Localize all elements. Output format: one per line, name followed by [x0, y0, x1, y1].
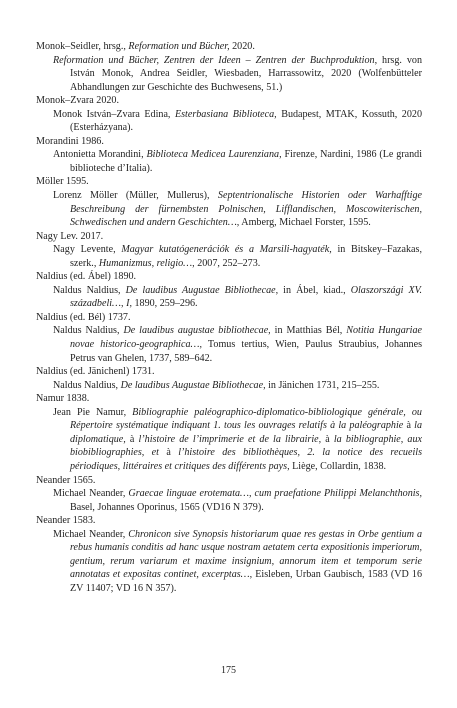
reference-text: in Jänichen 1731, 215–255.: [265, 379, 380, 391]
reference-text: in Matthias Bél,: [270, 325, 347, 337]
reference-text: Basel, Johannes Oporinus, 1565 (VD16 N 379).: [70, 501, 264, 513]
reference-text: Monok István–Zvara Edina,: [53, 108, 175, 120]
reference-title: Notitia Hungariae novae historico-geographica…,: [70, 325, 423, 351]
reference-text: à: [125, 433, 139, 445]
entry-key-text: Möller 1595.: [36, 176, 89, 188]
reference-title: Graecae linguae erotemata…, cum praefatione Philippi Melanchthonis,: [128, 488, 423, 500]
entry-reference: [53, 243, 422, 270]
entry-reference: [53, 54, 422, 95]
entry-key: [36, 514, 422, 528]
reference-text: in Ábel, kiad.,: [278, 284, 351, 296]
reference-title: De laudibus augustae bibliothecae,: [123, 325, 271, 337]
bibliography-entry: [36, 365, 422, 392]
reference-text: à: [158, 447, 179, 459]
reference-text: , hrsg. von István Monok, Andrea Seidler, Wiesbaden, Harrassowitz, 2020 (Wolfenbütteler Abhandlungen zur Geschichte des Buchwesens, 51.): [70, 54, 422, 93]
reference-text: Jean Pie Namur,: [53, 406, 133, 418]
reference-title: De laudibus Augustae Bibliothecae,: [125, 284, 279, 296]
entry-key-text: Naldius (ed. Bél) 1737.: [36, 311, 131, 323]
reference-text: in Bitskey–Fazakas, szerk.,: [70, 244, 422, 269]
reference-text: Michael Neander,: [53, 488, 129, 500]
entry-key-text: Nagy Lev. 2017.: [36, 230, 104, 242]
bibliography-list: [36, 40, 422, 595]
reference-title: Bibliographie paléographico-diplomatico-bibliologique générale, ou Répertoire systématique indiquant 1. tous les ouvrages relatifs à la paléographie: [70, 406, 422, 432]
reference-text: Naldus Naldius,: [53, 379, 121, 391]
bibliography-entry: [36, 230, 422, 271]
entry-reference: [53, 148, 422, 175]
bibliography-entry: [36, 175, 422, 229]
entry-key: [36, 392, 422, 406]
reference-text: à: [403, 420, 415, 432]
reference-text: Naldus Naldius,: [53, 325, 124, 337]
reference-title: Chronicon sive Synopsis historiarum quae res gestas in Orbe gentium a rebus humanis conditis ad hanc usque nostram aetatem certa expositionis imperiorum, gentium, rerum variarum et maxime insignium, annorum item et temporum serie annotatas et expositas continet, excerptas…,: [70, 528, 422, 581]
reference-text: Budapest, MTAK, Kossuth, 2020 (Esterházyana).: [70, 108, 422, 134]
bibliography-entry: [36, 40, 422, 94]
reference-title: l’histoire de l’imprimerie et de la librairie,: [138, 433, 322, 445]
bibliography-entry: [36, 135, 422, 176]
entry-key: [36, 311, 422, 325]
reference-text: Eisleben, Urban Gaubisch, 1583 (VD 16 ZV 11407; VD 16 N 357).: [70, 569, 422, 594]
entry-key-text: Neander 1583.: [36, 515, 96, 527]
entry-reference: [53, 108, 422, 135]
reference-title: l’histoire des bibliothèques, 2. la notice des recueils périodiques, littéraires et critiques des différents pays,: [70, 447, 422, 472]
entry-key: [36, 175, 422, 189]
reference-title: Humanizmus, religio…,: [98, 257, 195, 269]
entry-key-text: Namur 1838.: [36, 393, 90, 405]
reference-title: la diplomatique,: [70, 420, 423, 445]
reference-text: 2007, 252–273.: [194, 257, 261, 269]
entry-reference: [53, 324, 422, 365]
reference-text: Nagy Levente,: [53, 244, 122, 256]
reference-text: Liège, Collardin, 1838.: [289, 460, 387, 472]
page-number: 175: [221, 665, 236, 676]
bibliography-entry: [36, 311, 422, 365]
reference-title: Reformation und Bücher, Zentren der Ideen – Zentren der Buchproduktion: [53, 54, 375, 66]
entry-key: [36, 94, 422, 108]
entry-reference: [53, 528, 422, 596]
reference-text: Amberg, Michael Forster, 1595.: [239, 217, 371, 229]
entry-key: [36, 270, 422, 284]
entry-key-italic: Reformation und Bücher,: [128, 41, 230, 52]
reference-text: Michael Neander,: [53, 528, 129, 540]
reference-text: Lorenz Möller (Müller, Mullerus),: [53, 190, 218, 202]
entry-key-text: Monok–Seidler, hrsg.,: [36, 41, 129, 52]
reference-title: la bibliographie, aux biobibliographies, et: [70, 433, 422, 459]
entry-key-text: Naldius (ed. Ábel) 1890.: [36, 271, 137, 283]
reference-title: De laudibus Augustae Bibliothecae,: [120, 379, 266, 391]
reference-text: à: [321, 433, 334, 445]
bibliography-entry: [36, 270, 422, 311]
entry-reference: [53, 284, 422, 311]
entry-key: [36, 135, 422, 149]
entry-key-text: Neander 1565.: [36, 474, 96, 486]
reference-text: 1890, 259–296.: [131, 298, 198, 310]
entry-reference: [53, 406, 422, 474]
entry-key: [36, 230, 422, 244]
entry-reference: [53, 487, 422, 514]
reference-title: Septentrionalische Historien oder Warhafftige Beschreibung der fürnembsten Polnischen, Lifflandischen, Moscowiterischen, Schwedischen und andern Geschichten…,: [70, 190, 422, 229]
entry-key-text: Monok–Zvara 2020.: [36, 95, 119, 107]
entry-reference: [53, 189, 422, 230]
reference-title: Esterbasiana Biblioteca,: [174, 108, 277, 120]
bibliography-entry: [36, 474, 422, 515]
reference-title: Magyar kutatógenerációk és a Marsili-hagyaték,: [121, 244, 332, 256]
entry-key: [36, 474, 422, 488]
reference-text: Antonietta Morandini,: [53, 149, 147, 161]
reference-text: Naldus Naldius,: [53, 284, 126, 296]
bibliography-entry: [36, 514, 422, 595]
reference-title: Olaszországi XV. századbeli…, I,: [70, 284, 423, 310]
entry-reference: [53, 379, 422, 393]
entry-key-text: Naldius (ed. Jänichenl) 1731.: [36, 366, 155, 378]
bibliography-entry: [36, 94, 422, 135]
entry-key: [36, 365, 422, 379]
entry-key-tail: 2020.: [229, 41, 255, 52]
reference-text: Firenze, Nardini, 1986 (Le grandi biblioteche d’Italia).: [70, 149, 422, 174]
reference-title: Biblioteca Medicea Laurenziana,: [146, 149, 282, 161]
reference-text: Tomus tertius, Wien, Paulus Straubius, Johannes Petrus van Ghelen, 1737, 589–642.: [70, 339, 422, 364]
bibliography-entry: [36, 392, 422, 473]
entry-key-text: Morandini 1986.: [36, 135, 104, 147]
entry-key: [36, 40, 422, 54]
